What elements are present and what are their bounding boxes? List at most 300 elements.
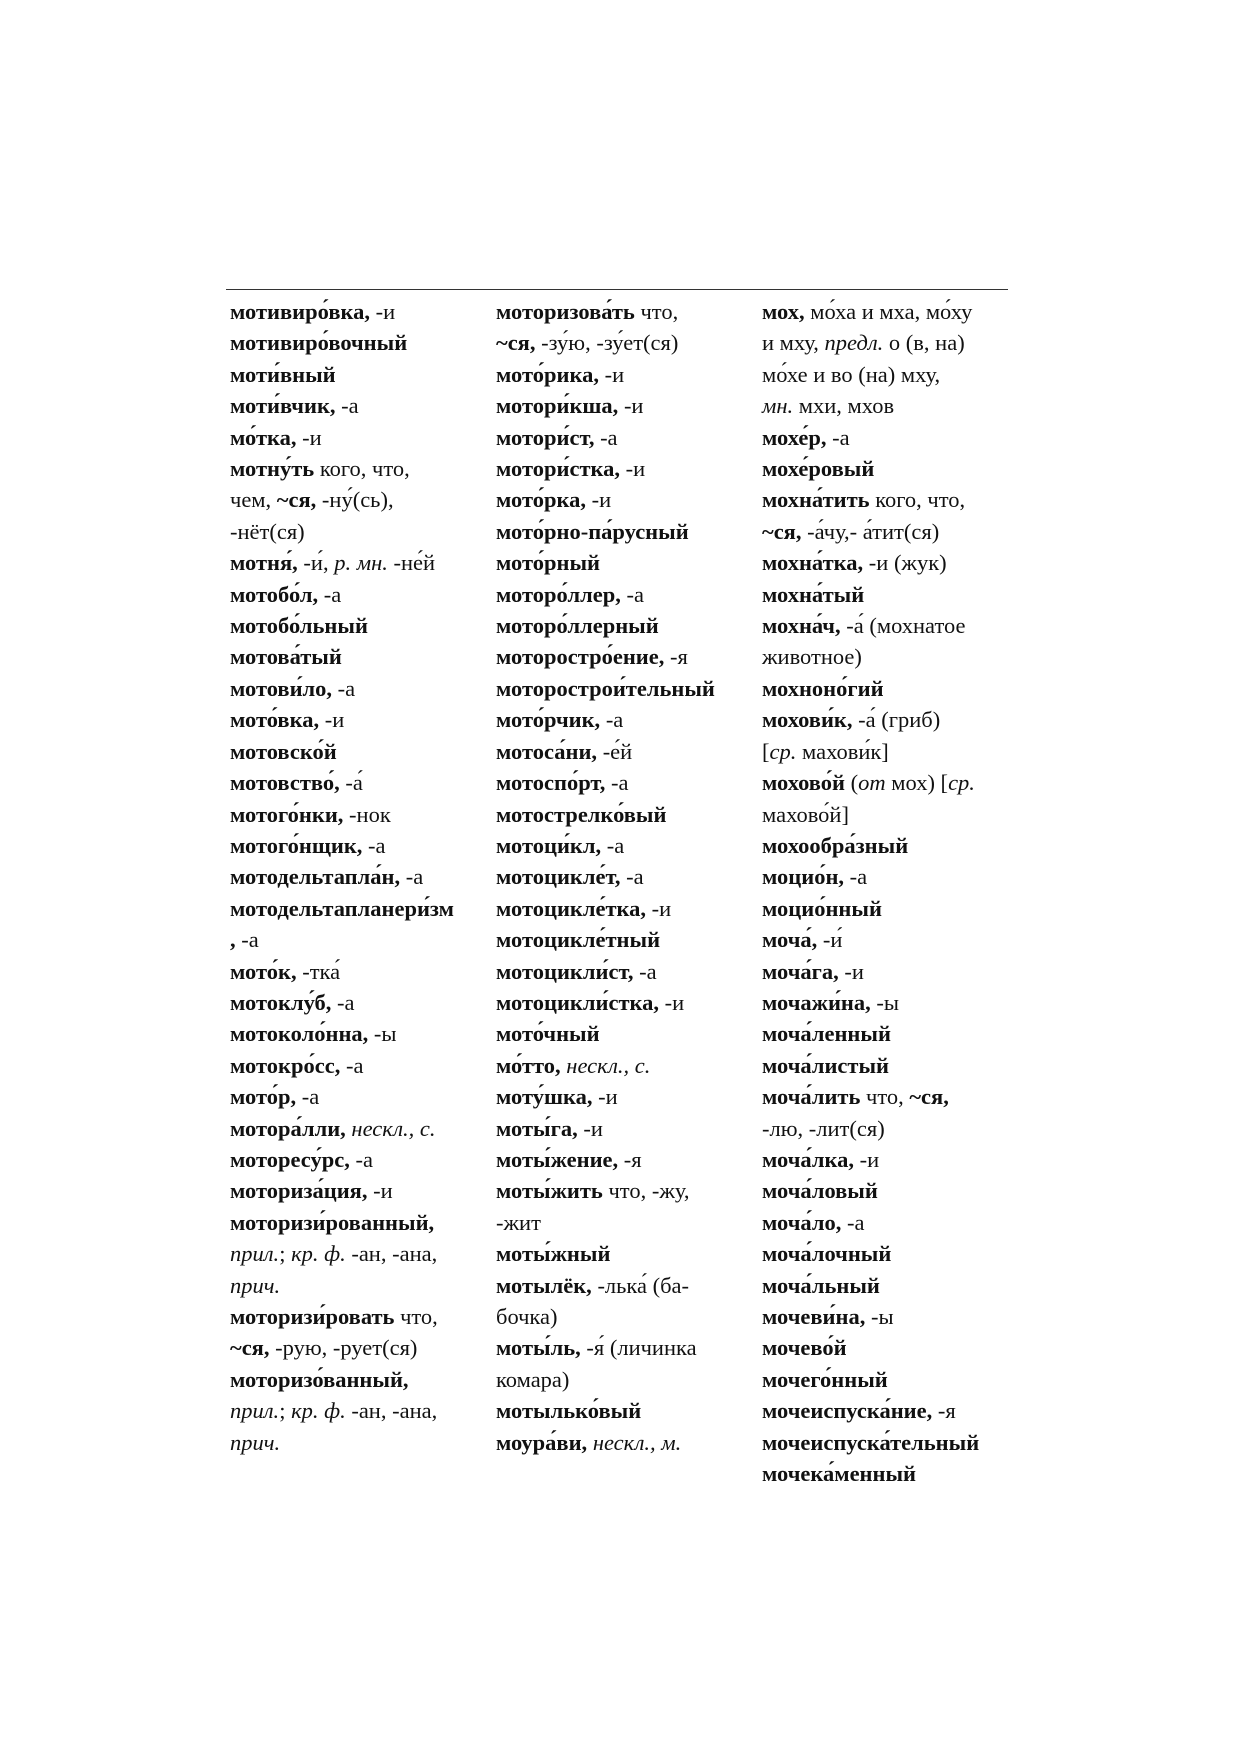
- headword: мо́тка,: [230, 424, 297, 450]
- entry-text: -а: [340, 1052, 364, 1078]
- entry-text: кого, что,: [314, 456, 410, 482]
- entry-line: [496, 799, 748, 830]
- headword: мочеиспуска́тельный: [762, 1429, 980, 1455]
- entry-line: [496, 516, 748, 547]
- entry-line: [230, 736, 482, 767]
- entry-line: [762, 641, 1014, 672]
- entry-line: [230, 1113, 482, 1144]
- entry-line: [230, 359, 482, 390]
- headword: мотодельтапла́н,: [230, 864, 401, 890]
- entry-text: (: [845, 770, 859, 796]
- entry-text: -и: [598, 361, 625, 387]
- entry-line: [762, 861, 1014, 892]
- grammar-note: р. мн.: [334, 550, 388, 576]
- entry-line: [496, 1018, 748, 1049]
- headword: ~ся,: [276, 487, 317, 513]
- entry-text: -и: [659, 989, 685, 1015]
- entry-line: [762, 579, 1014, 610]
- entry-line: [496, 673, 748, 704]
- entry-line: [230, 1332, 482, 1363]
- entry-text: -ы: [865, 1304, 894, 1329]
- entry-line: [496, 893, 748, 924]
- entry-line: [230, 1050, 482, 1081]
- entry-line: [762, 359, 1014, 390]
- entry-text: -а: [620, 864, 644, 890]
- headword: мотоклу́б,: [230, 989, 332, 1015]
- entry-text: -нок: [343, 801, 391, 827]
- entry-line: [230, 547, 482, 578]
- headword: моча́ло,: [762, 1209, 842, 1235]
- entry-line: [762, 1018, 1014, 1049]
- entry-text: -я: [618, 1146, 642, 1172]
- headword: мото́вка,: [230, 707, 320, 733]
- entry-line: [230, 422, 482, 453]
- headword: мото́рный: [496, 550, 600, 576]
- entry-text: -зу́ю, -зу́ет(ся): [535, 330, 679, 356]
- headword: мотори́кша,: [496, 393, 619, 419]
- grammar-note: прил.: [230, 1398, 280, 1424]
- entry-text: мо́хе и во (на) мху,: [762, 361, 941, 387]
- headword: мохноно́гий: [762, 675, 884, 701]
- headword: мотокро́сс,: [230, 1052, 341, 1078]
- entry-line: [762, 1238, 1014, 1269]
- entry-line: [496, 579, 748, 610]
- entry-line: [496, 1081, 748, 1112]
- entry-line: [762, 1113, 1014, 1144]
- headword: ~ся,: [496, 330, 536, 356]
- headword: мотора́лли,: [230, 1115, 346, 1141]
- entry-line: [496, 641, 748, 672]
- entry-text: -а: [331, 989, 355, 1015]
- headword: мохообра́зный: [762, 832, 909, 858]
- entry-text: -лю, -лит(ся): [762, 1115, 885, 1141]
- entry-text: -а: [826, 424, 850, 450]
- headword: мото́рка,: [496, 487, 586, 513]
- entry-line: [762, 799, 1014, 830]
- headword: мочеиспуска́ние,: [762, 1398, 933, 1424]
- grammar-note: ср.: [769, 738, 797, 764]
- headword: мотобо́льный: [230, 613, 368, 639]
- entry-text: -а: [318, 581, 342, 607]
- headword: моты́жный: [496, 1241, 611, 1267]
- entry-text: -лька́ (ба-: [591, 1272, 690, 1298]
- headword: мохна́ч,: [762, 613, 841, 639]
- entry-line: [230, 956, 482, 987]
- headword: мото́чный: [496, 1021, 600, 1047]
- headword: моторострои́тельный: [496, 675, 715, 701]
- column-2: [496, 296, 748, 1458]
- headword: моторо́ллер,: [496, 581, 621, 607]
- entry-line: [496, 453, 748, 484]
- entry-line: [762, 987, 1014, 1018]
- entry-text: что,: [634, 299, 679, 324]
- entry-line: [230, 641, 482, 672]
- entry-line: [230, 1081, 482, 1112]
- headword: мотова́тый: [230, 644, 342, 670]
- headword: мотоцикле́тный: [496, 927, 661, 953]
- entry-line: [496, 1175, 748, 1206]
- headword: мотоцикле́т,: [496, 864, 621, 890]
- headword: моча́лочный: [762, 1241, 892, 1267]
- entry-line: [762, 1332, 1014, 1363]
- headword: мотовство́,: [230, 770, 340, 796]
- entry-text: ;: [279, 1241, 292, 1267]
- headword: моча́га,: [762, 958, 839, 984]
- entry-line: [230, 296, 482, 327]
- entry-line: [762, 1050, 1014, 1081]
- entry-text: -а: [601, 832, 625, 858]
- entry-text: животное): [762, 644, 862, 670]
- headword: моура́ви,: [496, 1429, 588, 1455]
- entry-line: [762, 830, 1014, 861]
- headword: моту́шка,: [496, 1084, 593, 1110]
- headword: мотну́ть: [230, 456, 315, 482]
- headword: ~ся,: [230, 1335, 270, 1361]
- entry-line: [496, 359, 748, 390]
- entry-text: [: [762, 738, 770, 764]
- entry-text: -и: [620, 456, 646, 482]
- grammar-note: прич.: [230, 1429, 281, 1455]
- entry-line: [230, 1018, 482, 1049]
- entry-text: -а: [296, 1084, 320, 1110]
- entry-text: -а́: [339, 770, 363, 796]
- entry-line: [496, 956, 748, 987]
- headword: ~ся,: [762, 518, 802, 544]
- entry-line: [762, 327, 1014, 358]
- entry-line: [230, 1270, 482, 1301]
- headword: мохе́р,: [762, 424, 827, 450]
- entry-line: [762, 704, 1014, 735]
- headword: мотоци́кл,: [496, 832, 602, 858]
- entry-line: [230, 861, 482, 892]
- entry-line: [496, 610, 748, 641]
- grammar-note: прич.: [230, 1272, 281, 1298]
- entry-text: махови́к]: [796, 738, 889, 764]
- headword: моти́вчик,: [230, 393, 336, 419]
- entry-line: [496, 327, 748, 358]
- entry-line: [230, 987, 482, 1018]
- headword: моча́ленный: [762, 1021, 891, 1047]
- entry-text: -а́чу,- а́тит(ся): [801, 518, 940, 544]
- entry-line: [496, 547, 748, 578]
- headword: мотивиро́вочный: [230, 330, 408, 356]
- entry-text: -и: [592, 1084, 618, 1110]
- entry-text: комара): [496, 1366, 570, 1392]
- entry-line: [496, 736, 748, 767]
- entry-text: -е́й: [597, 738, 633, 764]
- entry-line: [496, 1144, 748, 1175]
- headword: мотивиро́вка,: [230, 299, 370, 324]
- entry-text: -и: [586, 487, 612, 513]
- grammar-note: от: [858, 770, 886, 796]
- entry-line: [762, 924, 1014, 955]
- entry-text: -а́ (гриб): [852, 707, 941, 733]
- entry-text: -тка́: [296, 958, 341, 984]
- headword: моторизо́ванный,: [230, 1366, 409, 1392]
- entry-line: [230, 1427, 482, 1458]
- headword: мото́к,: [230, 958, 297, 984]
- entry-line: [230, 1301, 482, 1332]
- entry-line: [762, 1081, 1014, 1112]
- entry-line: [230, 1175, 482, 1206]
- entry-line: [230, 579, 482, 610]
- entry-text: -а: [349, 1146, 373, 1172]
- headword: мохе́ровый: [762, 456, 875, 482]
- entry-line: [230, 327, 482, 358]
- grammar-note: мн.: [762, 393, 794, 419]
- entry-text: -а: [844, 864, 868, 890]
- headword: мото́рчик,: [496, 707, 601, 733]
- headword: мотоцикли́стка,: [496, 989, 660, 1015]
- headword: мочека́менный: [762, 1461, 917, 1487]
- headword: мотоколо́нна,: [230, 1021, 369, 1047]
- entry-text: бочка): [496, 1304, 558, 1329]
- headword: мотоцикле́тка,: [496, 895, 647, 921]
- entry-line: [230, 610, 482, 641]
- headword: мотоспо́рт,: [496, 770, 606, 796]
- entry-line: [762, 767, 1014, 798]
- entry-line: [762, 736, 1014, 767]
- entry-text: -рую, -рует(ся): [269, 1335, 418, 1361]
- entry-line: [762, 484, 1014, 515]
- entry-text: что,: [394, 1304, 438, 1329]
- entry-text: махово́й]: [762, 801, 849, 827]
- entry-text: -и: [646, 895, 672, 921]
- entry-text: -а: [633, 958, 657, 984]
- headword: моты́жить: [496, 1178, 603, 1204]
- entry-line: [230, 1395, 482, 1426]
- entry-text: что,: [860, 1084, 910, 1110]
- headword: моторо́ллерный: [496, 613, 659, 639]
- entry-line: [496, 767, 748, 798]
- headword: моча́льный: [762, 1272, 880, 1298]
- headword: мотого́нки,: [230, 801, 344, 827]
- entry-text: -а: [332, 675, 356, 701]
- headword: моторостро́ение,: [496, 644, 665, 670]
- headword: мочеви́на,: [762, 1304, 866, 1329]
- entry-text: что, -жу,: [602, 1178, 690, 1204]
- entry-text: кого, что,: [869, 487, 966, 513]
- grammar-note: ср.: [948, 770, 975, 796]
- entry-text: -а́ (мохнатое: [840, 613, 966, 639]
- entry-line: [496, 1364, 748, 1395]
- entry-line: [496, 924, 748, 955]
- entry-text: -и: [838, 958, 864, 984]
- entry-line: [230, 484, 482, 515]
- headword: моцио́нный: [762, 895, 882, 921]
- headword: ~ся,: [909, 1084, 949, 1110]
- headword: моцио́н,: [762, 864, 845, 890]
- entry-line: [762, 1458, 1014, 1489]
- entry-text: -а: [605, 770, 629, 796]
- entry-text: -я: [932, 1398, 956, 1424]
- entry-line: [496, 1332, 748, 1363]
- headword: мотострелко́вый: [496, 801, 667, 827]
- headword: мотого́нщик,: [230, 832, 363, 858]
- headword: мотовско́й: [230, 738, 337, 764]
- headword: моча́ловый: [762, 1178, 878, 1204]
- entry-line: [762, 956, 1014, 987]
- entry-text: -и: [367, 1178, 393, 1204]
- entry-text: -нёт(ся): [230, 518, 305, 544]
- column-3: [762, 296, 1014, 1489]
- entry-line: [230, 516, 482, 547]
- entry-line: [496, 296, 748, 327]
- entry-text: -я́ (личинка: [580, 1335, 697, 1361]
- headword: моторизи́ровать: [230, 1304, 395, 1329]
- entry-line: [762, 453, 1014, 484]
- entry-text: -и (жук): [863, 550, 947, 576]
- entry-text: -ну́(сь),: [316, 487, 394, 513]
- entry-text: -ан, -ана,: [345, 1241, 438, 1267]
- entry-line: [496, 861, 748, 892]
- entry-text: -и: [853, 1146, 880, 1172]
- entry-text: -жит: [496, 1209, 541, 1235]
- headword: мох,: [762, 299, 805, 324]
- entry-text: -а: [335, 393, 359, 419]
- entry-line: [230, 799, 482, 830]
- headword: моты́ль,: [496, 1335, 581, 1361]
- headword: мотылько́вый: [496, 1398, 642, 1424]
- headword: моты́га,: [496, 1115, 578, 1141]
- entry-line: [230, 1364, 482, 1395]
- headword: мохово́й: [762, 770, 846, 796]
- entry-text: -и́,: [297, 550, 335, 576]
- entry-text: -а: [600, 707, 624, 733]
- headword: моти́вный: [230, 361, 336, 387]
- entry-line: [496, 390, 748, 421]
- column-1: [230, 296, 482, 1458]
- entry-line: [762, 1395, 1014, 1426]
- entry-text: чем,: [230, 487, 277, 513]
- entry-line: [762, 1301, 1014, 1332]
- entry-line: [496, 830, 748, 861]
- headword: мочего́нный: [762, 1366, 888, 1392]
- headword: моча́листый: [762, 1052, 889, 1078]
- headword: мотоса́ни,: [496, 738, 598, 764]
- top-rule: [226, 289, 1008, 290]
- entry-line: [762, 422, 1014, 453]
- entry-text: -а: [362, 832, 386, 858]
- headword: мохови́к,: [762, 707, 853, 733]
- entry-line: [762, 1364, 1014, 1395]
- entry-line: [496, 1395, 748, 1426]
- headword: мотодельтапланери́зм: [230, 895, 454, 921]
- entry-line: [230, 1207, 482, 1238]
- entry-line: [762, 1175, 1014, 1206]
- entry-line: [496, 704, 748, 735]
- grammar-note: прил.: [230, 1241, 280, 1267]
- entry-line: [230, 453, 482, 484]
- entry-text: -и: [319, 707, 345, 733]
- entry-line: [496, 1427, 748, 1458]
- entry-text: -и: [369, 299, 396, 324]
- entry-text: -и: [577, 1115, 603, 1141]
- headword: мохна́тый: [762, 581, 865, 607]
- headword: мотори́стка,: [496, 456, 621, 482]
- entry-line: [762, 296, 1014, 327]
- entry-line: [496, 1113, 748, 1144]
- headword: мото́р,: [230, 1084, 297, 1110]
- entry-line: [762, 1207, 1014, 1238]
- headword: моча́лка,: [762, 1146, 854, 1172]
- headword: моторизова́ть: [496, 299, 635, 324]
- entry-text: мох) [: [885, 770, 949, 796]
- entry-line: [762, 516, 1014, 547]
- grammar-note: нескл., с.: [566, 1052, 651, 1078]
- headword: моча́лить: [762, 1084, 861, 1110]
- entry-line: [762, 673, 1014, 704]
- headword: мотылёк,: [496, 1272, 592, 1298]
- headword: мотобо́л,: [230, 581, 319, 607]
- headword: мотови́ло,: [230, 675, 333, 701]
- grammar-note: нескл., м.: [592, 1429, 682, 1455]
- headword: ,: [230, 927, 236, 953]
- headword: мочево́й: [762, 1335, 847, 1361]
- entry-line: [230, 1238, 482, 1269]
- grammar-note: нескл., с.: [351, 1115, 436, 1141]
- entry-line: [230, 893, 482, 924]
- headword: мочажи́на,: [762, 989, 871, 1015]
- entry-line: [496, 422, 748, 453]
- entry-line: [230, 830, 482, 861]
- entry-text: -а: [594, 424, 618, 450]
- entry-line: [496, 1270, 748, 1301]
- entry-text: -ы: [368, 1021, 397, 1047]
- headword: моториза́ция,: [230, 1178, 368, 1204]
- entry-text: -и: [618, 393, 644, 419]
- grammar-note: кр. ф.: [291, 1398, 346, 1424]
- headword: мотори́ст,: [496, 424, 595, 450]
- entry-line: [762, 1270, 1014, 1301]
- headword: мохна́тка,: [762, 550, 864, 576]
- entry-line: [496, 1301, 748, 1332]
- headword: мо́тто,: [496, 1052, 561, 1078]
- entry-line: [230, 390, 482, 421]
- headword: мотня́,: [230, 550, 298, 576]
- headword: моторизи́рованный,: [230, 1209, 435, 1235]
- entry-line: [762, 893, 1014, 924]
- entry-text: -ан, -ана,: [345, 1398, 438, 1424]
- entry-line: [230, 767, 482, 798]
- headword: моторесу́рс,: [230, 1146, 350, 1172]
- entry-line: [496, 1207, 748, 1238]
- grammar-note: предл.: [824, 330, 884, 356]
- entry-line: [762, 1144, 1014, 1175]
- entry-text: -я: [664, 644, 688, 670]
- entry-text: -ы: [870, 989, 900, 1015]
- headword: моты́жение,: [496, 1146, 619, 1172]
- entry-text: -а: [841, 1209, 865, 1235]
- entry-line: [762, 390, 1014, 421]
- headword: мото́рика,: [496, 361, 599, 387]
- headword: моча́,: [762, 927, 818, 953]
- grammar-note: кр. ф.: [291, 1241, 346, 1267]
- entry-text: -не́й: [387, 550, 436, 576]
- entry-line: [762, 1427, 1014, 1458]
- entry-line: [496, 1238, 748, 1269]
- entry-text: о (в, на): [883, 330, 965, 356]
- entry-line: [230, 704, 482, 735]
- entry-text: -а: [235, 927, 259, 953]
- headword: мотоцикли́ст,: [496, 958, 634, 984]
- headword: мохна́тить: [762, 487, 870, 513]
- entry-text: -и́: [817, 927, 843, 953]
- entry-line: [496, 484, 748, 515]
- entry-line: [762, 610, 1014, 641]
- entry-text: мхи, мхов: [793, 393, 895, 419]
- entry-line: [496, 1050, 748, 1081]
